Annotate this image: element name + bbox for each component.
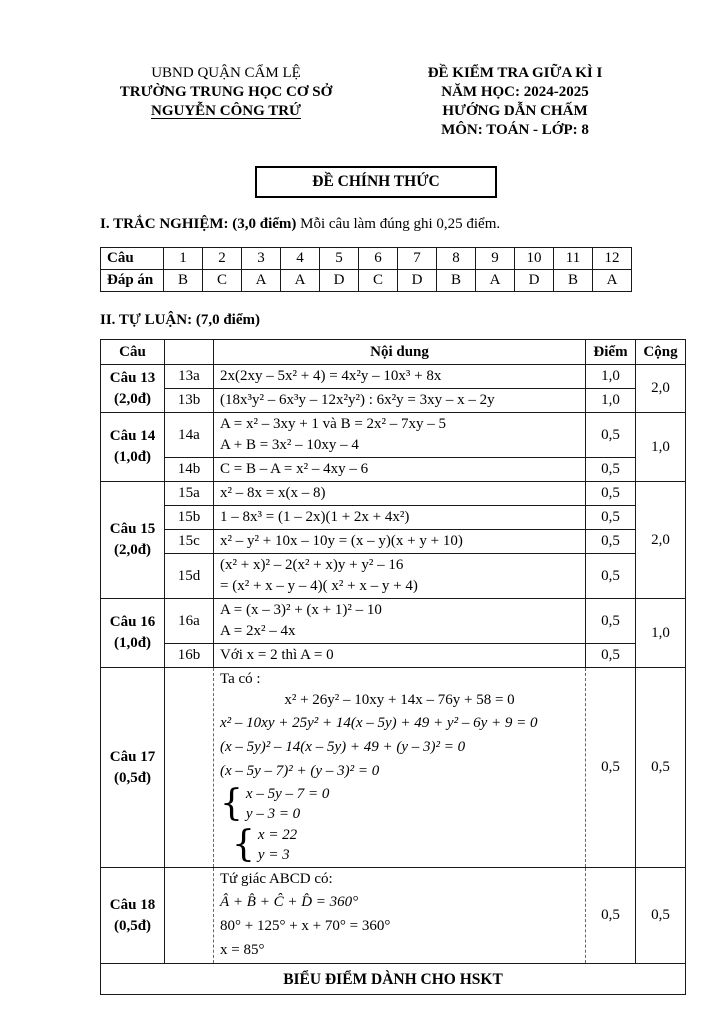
- c17-sys2-line1: x = 22: [257, 827, 298, 843]
- c15a-diem: 0,5: [586, 482, 636, 506]
- table-row: [101, 365, 686, 389]
- mc-cell: 5: [320, 248, 359, 270]
- mc-cell: A: [476, 270, 515, 292]
- c18-sub-empty: [165, 868, 214, 964]
- c17-label-line1: Câu 17: [109, 748, 156, 765]
- c14a-diem: 0,5: [586, 413, 636, 458]
- mc-cell: 8: [437, 248, 476, 270]
- c16-label: [101, 599, 165, 668]
- table-row: [101, 413, 686, 458]
- c14-label: [101, 413, 165, 482]
- mc-cell: 2: [203, 248, 242, 270]
- c13a-content: 2x(2xy – 5x² + 4) = 4x²y – 10x³ + 8x: [214, 365, 586, 389]
- c15a-content: x² – 8x = x(x – 8): [214, 482, 586, 506]
- c16a-sub: 16a: [165, 599, 214, 644]
- c18-line1: Tứ giác ABCD có:: [220, 871, 333, 887]
- table-footer-row: [101, 964, 686, 995]
- table-row: [101, 599, 686, 644]
- section-2-title: II. TỰ LUẬN: (7,0 điểm): [100, 312, 260, 328]
- c17-sys1-line2: y – 3 = 0: [245, 806, 301, 822]
- c16b-diem: 0,5: [586, 644, 636, 668]
- col-header-cau: Câu: [101, 340, 165, 365]
- c17-sub-empty: [165, 668, 214, 868]
- col-header-cong: Cộng: [636, 340, 686, 365]
- c15-label-line1: Câu 15: [109, 521, 156, 537]
- mc-cell: 11: [554, 248, 593, 270]
- c16a-line2: A = 2x² – 4x: [220, 623, 296, 639]
- c16-cong: 1,0: [636, 599, 686, 668]
- c18-label-line1: Câu 18: [109, 896, 156, 913]
- c15c-sub: 15c: [165, 530, 214, 554]
- c17-system-2-lines: [258, 825, 297, 865]
- c15d-line2: = (x² + x – y – 4)( x² + x – y + 4): [220, 578, 418, 594]
- table-row: [101, 458, 686, 482]
- c16a-line1: A = (x – 3)² + (x + 1)² – 10: [220, 602, 382, 618]
- c15b-content: 1 – 8x³ = (1 – 2x)(1 + 2x + 4x²): [214, 506, 586, 530]
- left-brace-icon: {: [220, 782, 243, 824]
- c14a-line2: A + B = 3x² – 10xy – 4: [220, 437, 359, 453]
- c15d-content: [214, 554, 586, 599]
- mc-cell: C: [203, 270, 242, 292]
- mc-cell: D: [398, 270, 437, 292]
- mc-question-label: Câu: [101, 248, 164, 270]
- c13-label: [101, 365, 165, 413]
- mc-cell: B: [164, 270, 203, 292]
- c18-diem: 0,5: [586, 868, 636, 964]
- c16a-content: [214, 599, 586, 644]
- section-1-heading: [100, 216, 685, 233]
- c17-system-1-lines: [246, 784, 329, 824]
- mc-cell: D: [515, 270, 554, 292]
- c17-eq2: x² – 10xy + 25y² + 14(x – 5y) + 49 + y² – 6y + 9 = 0: [220, 715, 538, 731]
- c18-line4: x = 85°: [220, 942, 265, 958]
- c18-label-line2: (0,5đ): [113, 917, 152, 934]
- c13a-sub: 13a: [165, 365, 214, 389]
- c16b-content: Với x = 2 thì A = 0: [214, 644, 586, 668]
- document-header: [100, 64, 685, 140]
- mc-cell: 1: [164, 248, 203, 270]
- c14a-content: [214, 413, 586, 458]
- c14b-sub: 14b: [165, 458, 214, 482]
- mc-cell: 3: [242, 248, 281, 270]
- header-left-block: [100, 64, 352, 140]
- mc-answers-table: [100, 247, 632, 292]
- c16-label-line1: Câu 16: [109, 614, 156, 630]
- c18-label: [101, 868, 165, 964]
- col-header-sub: [165, 340, 214, 365]
- mc-row-questions: [101, 248, 632, 270]
- left-brace-icon: {: [232, 823, 255, 865]
- table-row: [101, 482, 686, 506]
- c16a-diem: 0,5: [586, 599, 636, 644]
- table-row: [101, 668, 686, 868]
- mc-cell: D: [320, 270, 359, 292]
- col-header-noidung: Nội dung: [214, 340, 586, 365]
- hskt-footer: BIỂU ĐIỂM DÀNH CHO HSKT: [101, 964, 686, 995]
- table-row: [101, 506, 686, 530]
- c14-label-line1: Câu 14: [109, 428, 156, 444]
- section-1-note: Mỗi câu làm đúng ghi 0,25 điểm.: [300, 216, 501, 232]
- header-authority: UBND QUẬN CẨM LỆ: [151, 65, 301, 81]
- c14-cong: 1,0: [636, 413, 686, 482]
- col-header-diem: Điểm: [586, 340, 636, 365]
- header-doc-type: HƯỚNG DẪN CHẤM: [442, 103, 588, 119]
- c15a-sub: 15a: [165, 482, 214, 506]
- c18-cong: 0,5: [636, 868, 686, 964]
- c14b-diem: 0,5: [586, 458, 636, 482]
- c15c-diem: 0,5: [586, 530, 636, 554]
- c15d-line1: (x² + x)² – 2(x² + x)y + y² – 16: [220, 557, 404, 573]
- mc-cell: A: [281, 270, 320, 292]
- table-row: [101, 644, 686, 668]
- table-row: [101, 554, 686, 599]
- c17-sys1-line1: x – 5y – 7 = 0: [245, 786, 330, 802]
- header-school-type: TRƯỜNG TRUNG HỌC CƠ SỞ: [119, 84, 333, 100]
- c17-sys2-line2: y = 3: [257, 847, 290, 863]
- c13b-sub: 13b: [165, 389, 214, 413]
- c17-label-line2: (0,5đ): [113, 769, 152, 786]
- c14-label-line2: (1,0đ): [113, 449, 152, 465]
- mc-cell: 4: [281, 248, 320, 270]
- c17-system-1: [220, 784, 579, 824]
- c13b-content: (18x³y² – 6x³y – 12x²y²) : 6x²y = 3xy – x – 2y: [214, 389, 586, 413]
- mc-row-answers: [101, 270, 632, 292]
- mc-answer-label: Đáp án: [101, 270, 164, 292]
- c17-content: [214, 668, 586, 868]
- header-subject-grade: MÔN: TOÁN - LỚP: 8: [441, 122, 589, 138]
- mc-cell: B: [554, 270, 593, 292]
- header-school-name: NGUYỄN CÔNG TRỨ: [150, 103, 301, 119]
- c15b-diem: 0,5: [586, 506, 636, 530]
- mc-cell: B: [437, 270, 476, 292]
- mc-cell: 10: [515, 248, 554, 270]
- c18-content: [214, 868, 586, 964]
- header-right-block: [390, 64, 640, 140]
- table-row: [101, 530, 686, 554]
- c13b-diem: 1,0: [586, 389, 636, 413]
- c13a-diem: 1,0: [586, 365, 636, 389]
- c17-eq3: (x – 5y)² – 14(x – 5y) + 49 + (y – 3)² = 0: [220, 739, 466, 755]
- table-row: [101, 389, 686, 413]
- c17-label: [101, 668, 165, 868]
- section-1-title: I. TRẮC NGHIỆM: (3,0 điểm): [100, 216, 297, 232]
- c16b-sub: 16b: [165, 644, 214, 668]
- c17-intro: Ta có :: [220, 671, 261, 687]
- c13-label-line1: Câu 13: [109, 369, 156, 386]
- c13-label-line2: (2,0đ): [113, 390, 152, 407]
- c14a-sub: 14a: [165, 413, 214, 458]
- c14b-content: C = B – A = x² – 4xy – 6: [214, 458, 586, 482]
- c17-cong: 0,5: [636, 668, 686, 868]
- c17-eq1: x² + 26y² – 10xy + 14x – 76y + 58 = 0: [284, 692, 515, 708]
- c17-system-2: [232, 825, 579, 865]
- mc-cell: A: [593, 270, 632, 292]
- c15-label-line2: (2,0đ): [113, 542, 152, 558]
- mc-cell: 12: [593, 248, 632, 270]
- c18-line2: Â + B̂ + Ĉ + D̂ = 360°: [220, 894, 359, 910]
- c16-label-line2: (1,0đ): [113, 635, 152, 651]
- mc-cell: C: [359, 270, 398, 292]
- c15d-sub: 15d: [165, 554, 214, 599]
- header-exam-title: ĐỀ KIỂM TRA GIỮA KÌ I: [427, 65, 603, 81]
- c15-label: [101, 482, 165, 599]
- c14a-line1: A = x² – 3xy + 1 và B = 2x² – 7xy – 5: [220, 416, 447, 432]
- official-exam-box: ĐỀ CHÍNH THỨC: [255, 166, 497, 198]
- mc-cell: 9: [476, 248, 515, 270]
- table-header-row: [101, 340, 686, 365]
- c15b-sub: 15b: [165, 506, 214, 530]
- mc-cell: 6: [359, 248, 398, 270]
- mc-cell: A: [242, 270, 281, 292]
- c15-cong: 2,0: [636, 482, 686, 599]
- mc-cell: 7: [398, 248, 437, 270]
- c18-line3: 80° + 125° + x + 70° = 360°: [220, 918, 391, 934]
- c17-eq4: (x – 5y – 7)² + (y – 3)² = 0: [220, 763, 380, 779]
- c15d-diem: 0,5: [586, 554, 636, 599]
- c15c-content: x² – y² + 10x – 10y = (x – y)(x + y + 10): [214, 530, 586, 554]
- c13-cong: 2,0: [636, 365, 686, 413]
- essay-table: [100, 339, 686, 995]
- header-school-year: NĂM HỌC: 2024-2025: [441, 84, 589, 100]
- table-row: [101, 868, 686, 964]
- c17-diem: 0,5: [586, 668, 636, 868]
